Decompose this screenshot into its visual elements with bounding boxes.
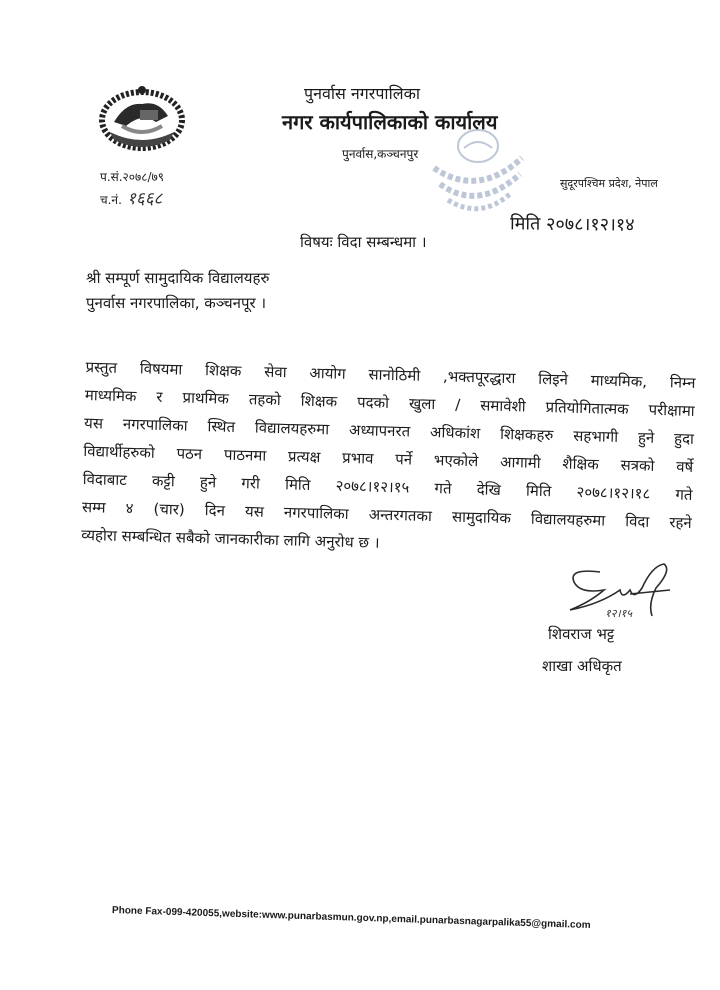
signatory-name: शिवराज भट्ट (548, 625, 615, 643)
letter-body (81, 353, 696, 565)
office-name: नगर कार्यपालिकाको कार्यालय (282, 110, 498, 134)
office-location: पुनर्वास,कञ्चनपुर (342, 147, 419, 161)
body-line: विदाबाट कट्टी हुने गरी मिति २०७८।१२।१५ गते देखि मिति २०७८।१२।१८ गते (82, 469, 693, 504)
addressee-line-1: श्री सम्पूर्ण सामुदायिक विद्यालयहरु (86, 269, 270, 287)
dispatch-label: च.नं. (100, 193, 122, 207)
fiscal-year-reference: प.सं.२०७८/७९ (100, 170, 165, 184)
nepal-emblem-icon (96, 82, 188, 154)
addressee-line-2: पुनर्वास नगरपालिका, कञ्चनपूर । (86, 294, 267, 312)
body-line: यस नगरपालिका स्थित विद्यालयहरुमा अध्यापनरत अधिकांश शिक्षकहरु सहभागी हुने हुदा (83, 413, 695, 448)
body-line: प्रस्तुत विषयमा शिक्षक सेवा आयोग सानोठिमी ,भक्तपूरद्धारा लिइने माध्यमिक, निम्न (85, 357, 696, 392)
signatory-title: शाखा अधिकृत (542, 657, 622, 675)
contact-footer: Phone Fax-099-420055,website:www.punarbasmun.gov.np,email.punarbasnagarpalika55@gmail.com (111, 905, 591, 932)
body-line: व्यहोरा सम्बन्धित सबैको जानकारीका लागि अनुरोध छ । (81, 525, 380, 552)
body-line: सम्म ४ (चार) दिन यस नगरपालिका अन्तरगतका सामुदायिक विद्यालयहरुमा विदा रहने (81, 497, 692, 532)
dispatch-number-value: १६६८ (127, 189, 163, 209)
body-line: माध्यमिक र प्राथमिक तहको शिक्षक पदको खुला / समावेशी प्रतियोगितात्मक परीक्षामा (84, 385, 695, 420)
letter-subject: विषयः विदा सम्बन्धमा । (300, 233, 427, 251)
province-name: सुदूरपश्चिम प्रदेश, नेपाल (560, 177, 658, 190)
municipality-name: पुनर्वास नगरपालिका (304, 84, 420, 103)
office-stamp-icon (430, 128, 526, 214)
dispatch-number (100, 186, 162, 209)
body-line: विद्यार्थीहरुको पठन पाठनमा प्रत्यक्ष प्रभाव पर्ने भएकोले आगामी शैक्षिक सत्रको वर्षे (83, 441, 694, 476)
signature-date: १२।१५ (605, 607, 633, 620)
letter-date: मिति २०७८।१२।१४ (509, 213, 635, 236)
